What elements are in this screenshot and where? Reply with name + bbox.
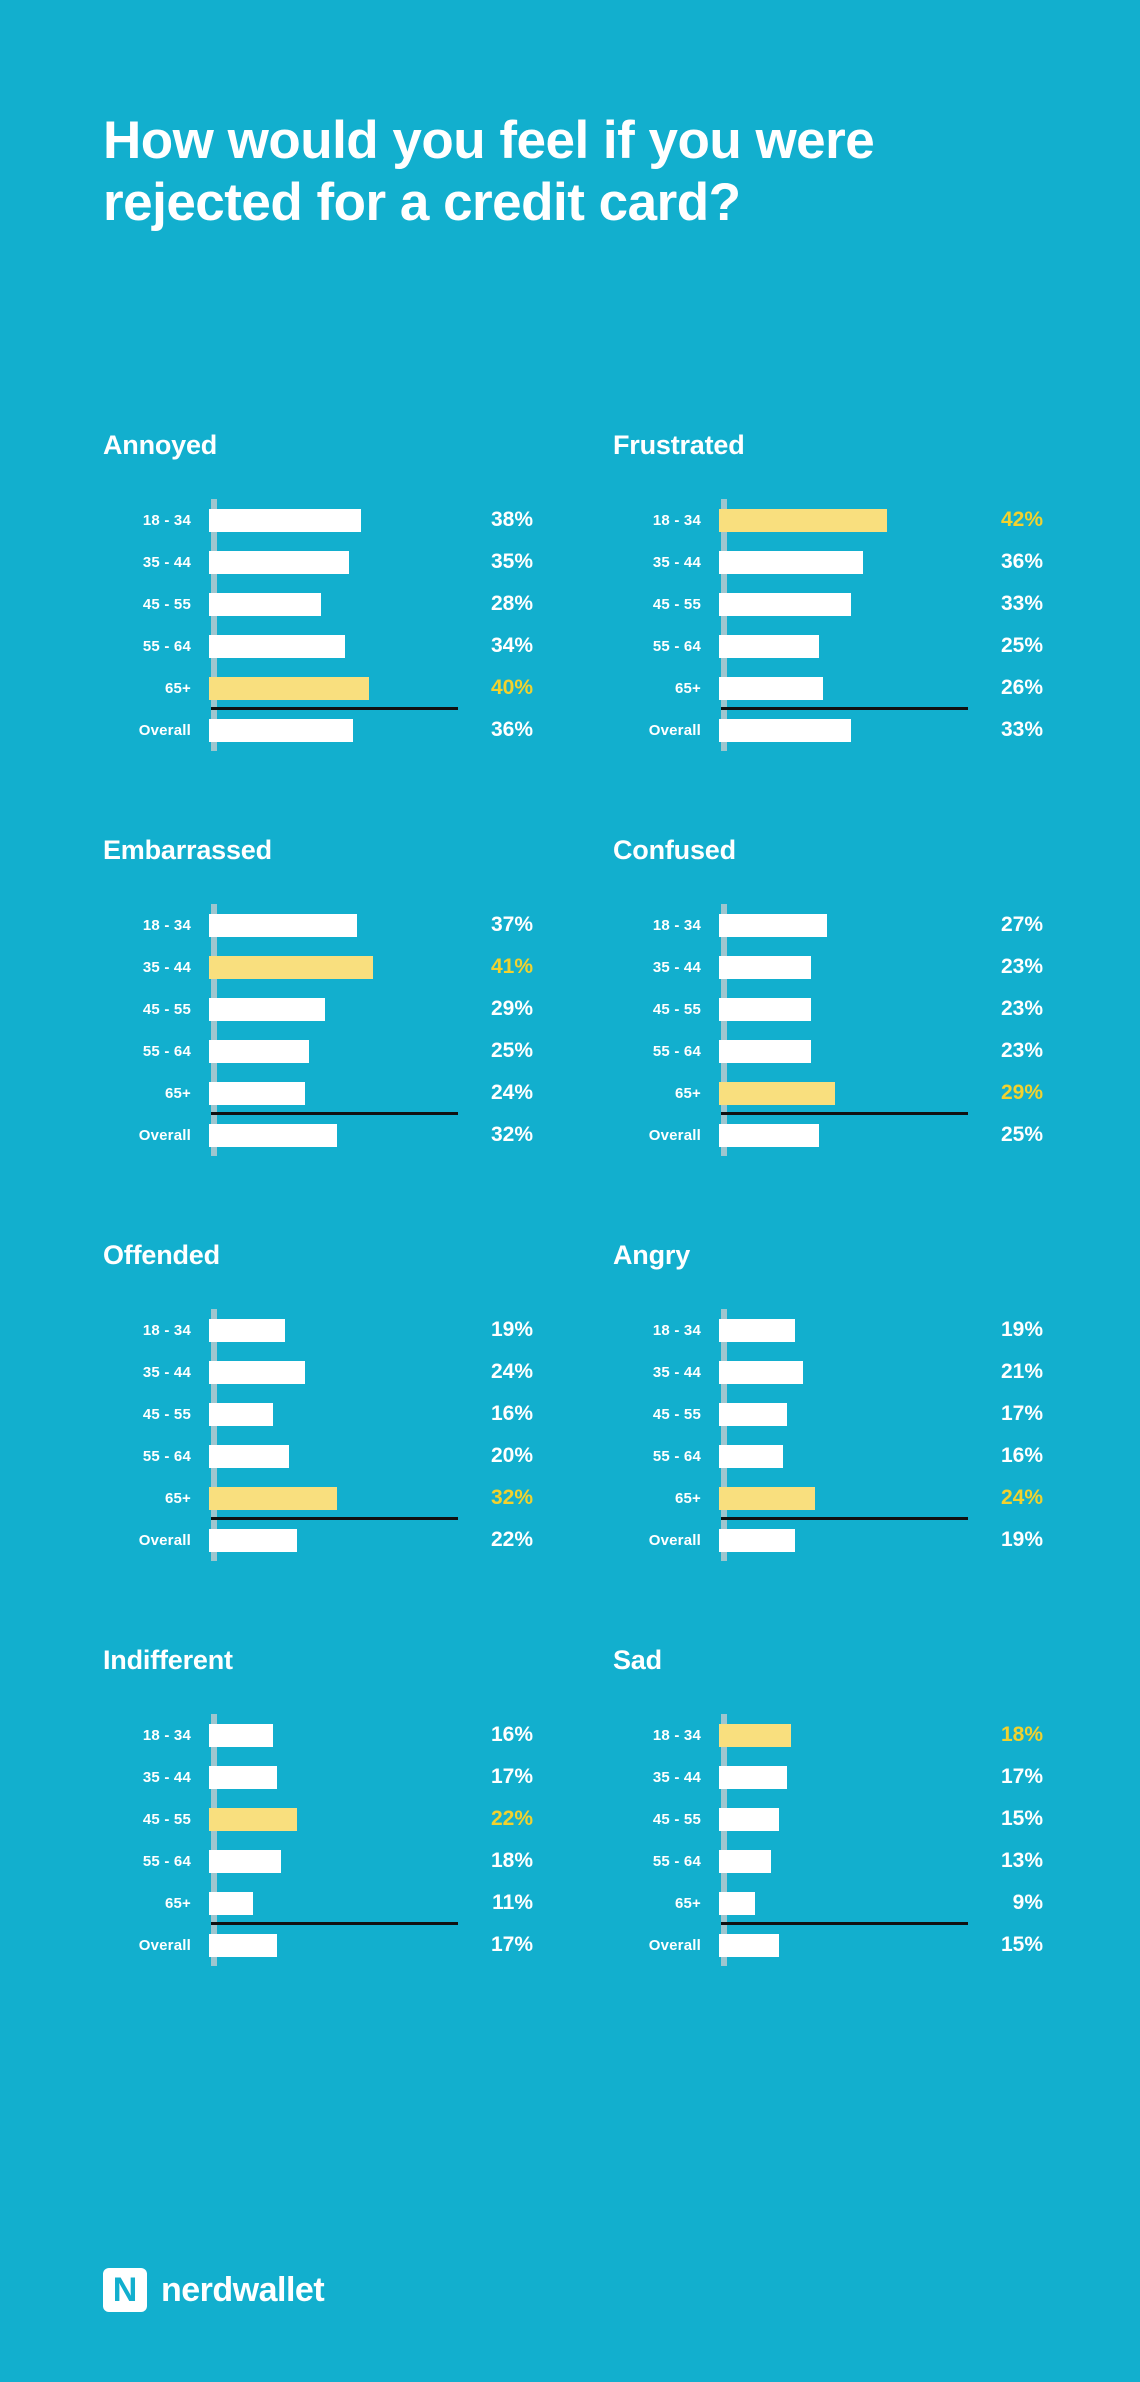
category-label: 35 - 44 xyxy=(652,553,701,571)
category-label: 35 - 44 xyxy=(652,958,701,976)
category-label: 35 - 44 xyxy=(142,553,191,571)
bar-group xyxy=(613,1714,1123,1966)
value-label: 17% xyxy=(1000,1402,1043,1425)
value-label: 18% xyxy=(1000,1723,1043,1746)
bar-row xyxy=(103,625,613,667)
bar xyxy=(719,1040,811,1063)
value-label: 27% xyxy=(1000,913,1043,936)
value-label: 33% xyxy=(1000,718,1043,741)
bar-row xyxy=(613,946,1123,988)
bar-row xyxy=(613,1924,1123,1966)
value-label: 29% xyxy=(1000,1081,1043,1104)
panel-title: Frustrated xyxy=(613,430,745,460)
panel-title: Embarrassed xyxy=(103,835,272,865)
value-label: 25% xyxy=(490,1039,533,1062)
value-label: 22% xyxy=(490,1807,533,1830)
value-label: 35% xyxy=(490,550,533,573)
bar xyxy=(719,509,887,532)
value-label: 22% xyxy=(490,1528,533,1551)
bar-track xyxy=(719,1072,969,1114)
bar-track xyxy=(719,541,969,583)
category-label: 18 - 34 xyxy=(142,1726,191,1744)
bar-track xyxy=(719,1393,969,1435)
bar-row xyxy=(103,1882,613,1924)
value-label: 38% xyxy=(490,508,533,531)
row-spacer xyxy=(0,1561,1140,1645)
category-label: Overall xyxy=(138,1126,191,1144)
category-label: 55 - 64 xyxy=(142,637,191,655)
bar-track xyxy=(719,1924,969,1966)
bar-group xyxy=(103,904,613,1156)
bar xyxy=(719,1403,787,1426)
bar xyxy=(209,1850,281,1873)
value-label: 17% xyxy=(490,1933,533,1956)
bar xyxy=(209,1808,297,1831)
value-label: 24% xyxy=(490,1081,533,1104)
bar xyxy=(719,1487,815,1510)
bar-track xyxy=(719,1309,969,1351)
bar-track xyxy=(719,946,969,988)
bar-track xyxy=(209,1714,459,1756)
bar-track xyxy=(209,1435,459,1477)
category-label: 65+ xyxy=(164,679,191,697)
bar xyxy=(719,1850,771,1873)
bar-row xyxy=(613,667,1123,709)
row-spacer xyxy=(0,751,1140,835)
bar-row xyxy=(613,1519,1123,1561)
bar-row xyxy=(103,1351,613,1393)
value-label: 41% xyxy=(490,955,533,978)
bar xyxy=(209,1082,305,1105)
bar-track xyxy=(209,1840,459,1882)
row-spacer xyxy=(0,1966,1140,2050)
bar xyxy=(209,1487,337,1510)
category-label: Overall xyxy=(138,1936,191,1954)
value-label: 19% xyxy=(490,1318,533,1341)
bar-track xyxy=(209,1756,459,1798)
bar-row xyxy=(613,1030,1123,1072)
bar-group xyxy=(613,1309,1123,1561)
bar-group xyxy=(103,499,613,751)
bar-row xyxy=(103,1756,613,1798)
bar-track xyxy=(209,946,459,988)
bar-track xyxy=(719,667,969,709)
bar-row xyxy=(613,709,1123,751)
panel-title: Sad xyxy=(613,1645,662,1675)
bar xyxy=(719,1445,783,1468)
bar-track xyxy=(209,1477,459,1519)
bar-track xyxy=(209,988,459,1030)
bar-track xyxy=(719,1435,969,1477)
bar xyxy=(209,1403,273,1426)
bar-row xyxy=(103,1798,613,1840)
bar-track xyxy=(209,1924,459,1966)
value-label: 20% xyxy=(490,1444,533,1467)
value-label: 17% xyxy=(1000,1765,1043,1788)
chart-panel-indifferent xyxy=(103,1645,613,1966)
category-label: 35 - 44 xyxy=(142,1768,191,1786)
category-label: Overall xyxy=(648,721,701,739)
bar-group xyxy=(103,1714,613,1966)
bar-group xyxy=(613,499,1123,751)
bar-row xyxy=(613,904,1123,946)
value-label: 19% xyxy=(1000,1318,1043,1341)
category-label: 55 - 64 xyxy=(652,1042,701,1060)
category-label: Overall xyxy=(138,1531,191,1549)
bar-row xyxy=(613,1435,1123,1477)
category-label: 55 - 64 xyxy=(142,1447,191,1465)
bar-row xyxy=(103,1114,613,1156)
value-label: 9% xyxy=(1012,1891,1043,1914)
bar-track xyxy=(209,1393,459,1435)
bar xyxy=(209,998,325,1021)
bar-row xyxy=(613,1882,1123,1924)
panel-row xyxy=(0,430,1140,751)
panel-title: Annoyed xyxy=(103,430,218,460)
bar-track xyxy=(719,709,969,751)
panel-title: Offended xyxy=(103,1240,220,1270)
value-label: 24% xyxy=(490,1360,533,1383)
category-label: 45 - 55 xyxy=(142,1405,191,1423)
bar-track xyxy=(209,667,459,709)
category-label: Overall xyxy=(648,1936,701,1954)
category-label: 55 - 64 xyxy=(652,1852,701,1870)
value-label: 24% xyxy=(1000,1486,1043,1509)
value-label: 23% xyxy=(1000,955,1043,978)
bar-row xyxy=(103,541,613,583)
bar-track xyxy=(209,1030,459,1072)
bar-row xyxy=(613,1072,1123,1114)
value-label: 19% xyxy=(1000,1528,1043,1551)
chart-panel-angry xyxy=(613,1240,1123,1561)
bar xyxy=(209,551,349,574)
bar xyxy=(209,914,357,937)
bar-track xyxy=(209,1882,459,1924)
value-label: 23% xyxy=(1000,1039,1043,1062)
bar-row xyxy=(613,499,1123,541)
bar xyxy=(719,1892,755,1915)
bar xyxy=(719,998,811,1021)
bar-row xyxy=(103,988,613,1030)
value-label: 28% xyxy=(490,592,533,615)
bar xyxy=(719,1808,779,1831)
bar xyxy=(209,509,361,532)
bar xyxy=(209,719,353,742)
bar-track xyxy=(209,904,459,946)
bar xyxy=(719,1766,787,1789)
bar-row xyxy=(613,1309,1123,1351)
bar xyxy=(209,677,369,700)
nerdwallet-logo-icon xyxy=(103,2268,147,2312)
bar-track xyxy=(209,1072,459,1114)
category-label: 45 - 55 xyxy=(142,1000,191,1018)
bar xyxy=(209,1529,297,1552)
bar xyxy=(719,1724,791,1747)
bar-track xyxy=(719,1882,969,1924)
bar xyxy=(719,1124,819,1147)
bar-row xyxy=(103,1393,613,1435)
bar xyxy=(719,1529,795,1552)
category-label: 35 - 44 xyxy=(142,1363,191,1381)
value-label: 36% xyxy=(490,718,533,741)
panel-title: Indifferent xyxy=(103,1645,233,1675)
bar-track xyxy=(719,988,969,1030)
category-label: 35 - 44 xyxy=(652,1363,701,1381)
panel-grid xyxy=(0,430,1140,2050)
bar-row xyxy=(613,1840,1123,1882)
bar-track xyxy=(719,1756,969,1798)
value-label: 16% xyxy=(1000,1444,1043,1467)
bar-row xyxy=(613,583,1123,625)
category-label: 45 - 55 xyxy=(142,595,191,613)
bar-track xyxy=(719,904,969,946)
bar-row xyxy=(103,499,613,541)
bar xyxy=(209,1319,285,1342)
bar-track xyxy=(719,1114,969,1156)
value-label: 17% xyxy=(490,1765,533,1788)
bar-track xyxy=(719,1714,969,1756)
category-label: 55 - 64 xyxy=(652,1447,701,1465)
bar-row xyxy=(613,1393,1123,1435)
value-label: 23% xyxy=(1000,997,1043,1020)
value-label: 15% xyxy=(1000,1807,1043,1830)
bar-row xyxy=(103,946,613,988)
bar xyxy=(209,1766,277,1789)
bar xyxy=(719,956,811,979)
category-label: 35 - 44 xyxy=(652,1768,701,1786)
bar-track xyxy=(719,583,969,625)
bar-track xyxy=(719,1030,969,1072)
value-label: 21% xyxy=(1000,1360,1043,1383)
category-label: 45 - 55 xyxy=(652,595,701,613)
bar-row xyxy=(613,625,1123,667)
category-label: Overall xyxy=(138,721,191,739)
bar xyxy=(719,635,819,658)
value-label: 26% xyxy=(1000,676,1043,699)
bar-row xyxy=(103,1519,613,1561)
bar-track xyxy=(209,499,459,541)
bar-track xyxy=(719,625,969,667)
bar-track xyxy=(209,625,459,667)
value-label: 15% xyxy=(1000,1933,1043,1956)
bar xyxy=(719,1319,795,1342)
bar-track xyxy=(209,1798,459,1840)
value-label: 36% xyxy=(1000,550,1043,573)
category-label: 18 - 34 xyxy=(142,916,191,934)
bar-row xyxy=(103,1309,613,1351)
bar-row xyxy=(613,988,1123,1030)
bar-row xyxy=(103,709,613,751)
value-label: 33% xyxy=(1000,592,1043,615)
bar xyxy=(209,1124,337,1147)
bar-track xyxy=(719,1840,969,1882)
bar-track xyxy=(719,1519,969,1561)
bar-track xyxy=(719,1351,969,1393)
category-label: 45 - 55 xyxy=(652,1000,701,1018)
category-label: 65+ xyxy=(164,1894,191,1912)
bar xyxy=(209,593,321,616)
category-label: 65+ xyxy=(674,1489,701,1507)
value-label: 42% xyxy=(1000,508,1043,531)
value-label: 29% xyxy=(490,997,533,1020)
brand-footer xyxy=(103,2268,324,2312)
bar-row xyxy=(613,1714,1123,1756)
bar-track xyxy=(719,1798,969,1840)
value-label: 25% xyxy=(1000,1123,1043,1146)
bar-track xyxy=(209,1519,459,1561)
category-label: 65+ xyxy=(674,1084,701,1102)
chart-panel-frustrated xyxy=(613,430,1123,751)
chart-panel-confused xyxy=(613,835,1123,1156)
bar-row xyxy=(103,667,613,709)
value-label: 32% xyxy=(490,1486,533,1509)
panel-row xyxy=(0,835,1140,1156)
panel-row xyxy=(0,1240,1140,1561)
value-label: 16% xyxy=(490,1723,533,1746)
bar xyxy=(209,956,373,979)
bar-row xyxy=(613,1756,1123,1798)
bar xyxy=(719,1934,779,1957)
category-label: 65+ xyxy=(164,1084,191,1102)
value-label: 16% xyxy=(490,1402,533,1425)
chart-panel-sad xyxy=(613,1645,1123,1966)
category-label: 65+ xyxy=(674,679,701,697)
row-spacer xyxy=(0,1156,1140,1240)
bar-row xyxy=(103,1072,613,1114)
bar-track xyxy=(719,499,969,541)
panel-title: Angry xyxy=(613,1240,691,1270)
value-label: 25% xyxy=(1000,634,1043,657)
category-label: 18 - 34 xyxy=(652,1726,701,1744)
bar xyxy=(719,1082,835,1105)
bar-row xyxy=(103,1924,613,1966)
bar xyxy=(719,677,823,700)
bar-row xyxy=(103,1030,613,1072)
bar-track xyxy=(209,541,459,583)
bar xyxy=(209,1724,273,1747)
category-label: 45 - 55 xyxy=(652,1405,701,1423)
category-label: 35 - 44 xyxy=(142,958,191,976)
category-label: 45 - 55 xyxy=(652,1810,701,1828)
category-label: 55 - 64 xyxy=(142,1042,191,1060)
bar xyxy=(719,593,851,616)
bar-track xyxy=(719,1477,969,1519)
bar xyxy=(209,1892,253,1915)
chart-panel-embarrassed xyxy=(103,835,613,1156)
category-label: 18 - 34 xyxy=(142,1321,191,1339)
value-label: 34% xyxy=(490,634,533,657)
category-label: Overall xyxy=(648,1531,701,1549)
bar xyxy=(719,914,827,937)
bar xyxy=(719,1361,803,1384)
value-label: 40% xyxy=(490,676,533,699)
chart-panel-annoyed xyxy=(103,430,613,751)
category-label: 18 - 34 xyxy=(652,511,701,529)
category-label: 55 - 64 xyxy=(652,637,701,655)
panel-title: Confused xyxy=(613,835,736,865)
bar-row xyxy=(103,1477,613,1519)
bar xyxy=(209,1445,289,1468)
bar-row xyxy=(103,583,613,625)
bar-row xyxy=(103,904,613,946)
bar xyxy=(719,551,863,574)
bar xyxy=(209,1361,305,1384)
category-label: 55 - 64 xyxy=(142,1852,191,1870)
bar xyxy=(209,635,345,658)
bar-row xyxy=(613,1351,1123,1393)
category-label: 18 - 34 xyxy=(652,1321,701,1339)
bar-row xyxy=(613,1477,1123,1519)
bar-track xyxy=(209,583,459,625)
bar-row xyxy=(103,1435,613,1477)
bar-group xyxy=(103,1309,613,1561)
bar xyxy=(209,1934,277,1957)
category-label: 18 - 34 xyxy=(142,511,191,529)
bar-row xyxy=(103,1714,613,1756)
category-label: Overall xyxy=(648,1126,701,1144)
bar xyxy=(209,1040,309,1063)
brand-name: nerdwallet xyxy=(161,2270,325,2309)
bar-track xyxy=(209,709,459,751)
bar-track xyxy=(209,1309,459,1351)
value-label: 18% xyxy=(490,1849,533,1872)
category-label: 65+ xyxy=(674,1894,701,1912)
bar-row xyxy=(613,1114,1123,1156)
value-label: 11% xyxy=(492,1891,533,1914)
bar xyxy=(719,719,851,742)
category-label: 65+ xyxy=(164,1489,191,1507)
bar-track xyxy=(209,1114,459,1156)
category-label: 45 - 55 xyxy=(142,1810,191,1828)
category-label: 18 - 34 xyxy=(652,916,701,934)
bar-row xyxy=(103,1840,613,1882)
bar-track xyxy=(209,1351,459,1393)
chart-panel-offended xyxy=(103,1240,613,1561)
value-label: 13% xyxy=(1000,1849,1043,1872)
bar-group xyxy=(613,904,1123,1156)
bar-row xyxy=(613,541,1123,583)
value-label: 37% xyxy=(490,913,533,936)
panel-row xyxy=(0,1645,1140,1966)
bar-row xyxy=(613,1798,1123,1840)
page-title: How would you feel if you were rejected for a credit card? xyxy=(103,111,875,232)
value-label: 32% xyxy=(490,1123,533,1146)
